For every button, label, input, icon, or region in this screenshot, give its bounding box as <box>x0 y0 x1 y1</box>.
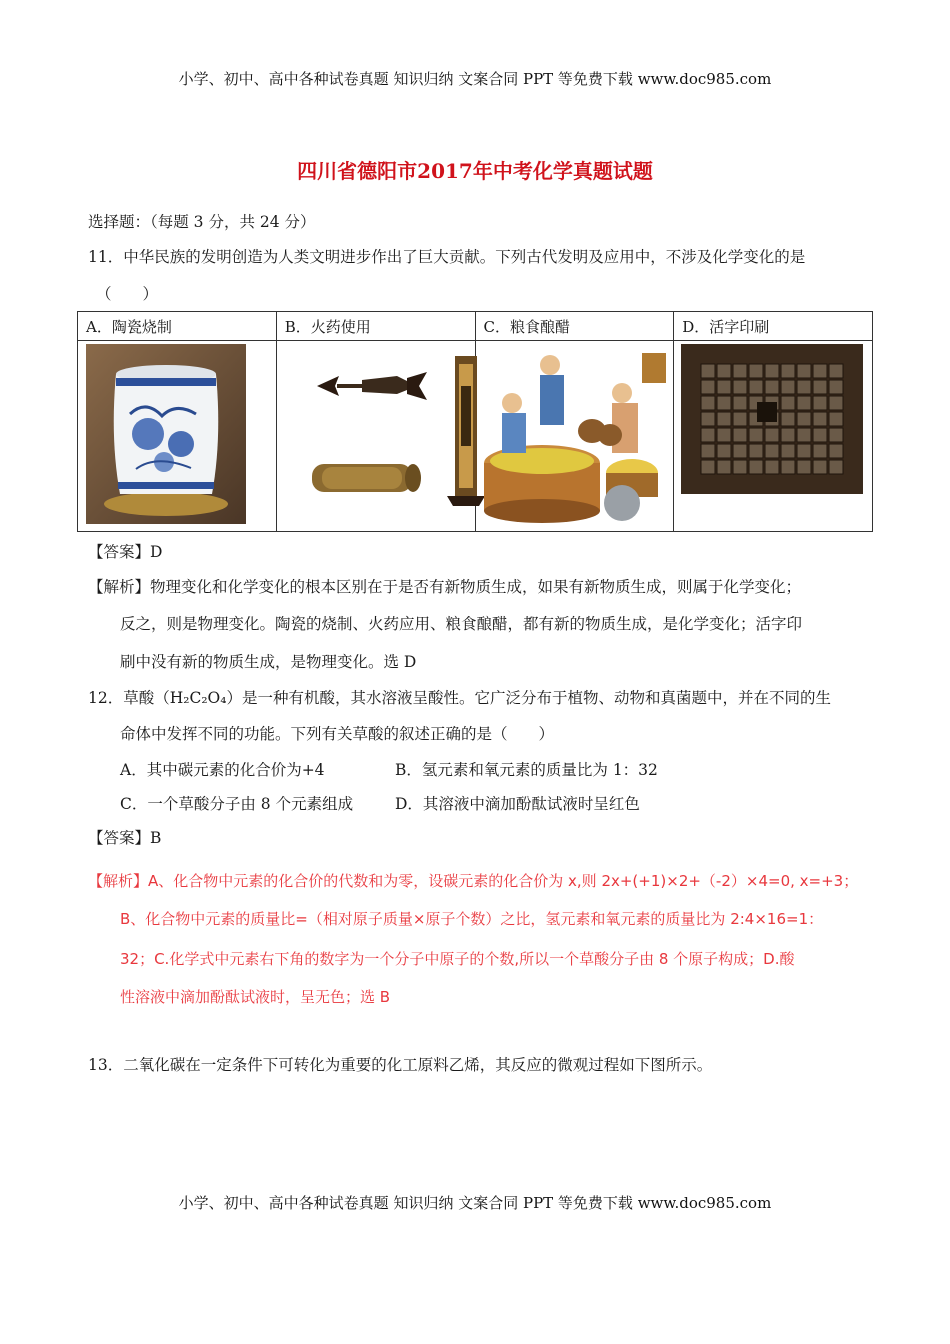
option-a-cell <box>78 341 277 532</box>
option-d-label: D．活字印刷 <box>674 312 873 341</box>
gunpowder-weapon-image <box>287 346 487 526</box>
q11-answer: 【答案】D <box>88 543 163 561</box>
q11-analysis-line-3: 刷中没有新的物质生成，是物理变化。选 D <box>120 653 417 671</box>
q11-blank: （ ） <box>96 285 159 303</box>
q12-option-d: D．其溶液中滴加酚酞试液时呈红色 <box>395 795 640 813</box>
option-c-label: C．粮食酿醋 <box>475 312 674 341</box>
q11-options-table <box>77 311 873 532</box>
q12-analysis-line-3: 32；C.化学式中元素右下角的数字为一个分子中原子的个数,所以一个草酸分子由 8 个原子构成；D.酸 <box>120 950 795 968</box>
option-a-label: A．陶瓷烧制 <box>78 312 277 341</box>
q11-analysis-line-2: 反之，则是物理变化。陶瓷的烧制、火药应用、粮食酿醋，都有新的物质生成，是化学变化；活字印 <box>120 615 803 633</box>
q12-stem-line-1: 12．草酸（H₂C₂O₄）是一种有机酸，其水溶液呈酸性。它广泛分布于植物、动物和真菌题中，并在不同的生 <box>88 689 831 707</box>
q13-stem: 13．二氧化碳在一定条件下可转化为重要的化工原料乙烯，其反应的微观过程如下图所示。 <box>88 1056 713 1074</box>
option-b-cell <box>276 341 475 532</box>
q12-option-a: A．其中碳元素的化合价为+4 <box>120 761 325 779</box>
q12-analysis-line-2: B、化合物中元素的质量比=（相对原子质量×原子个数）之比，氢元素和氧元素的质量比为 2:4×16=1： <box>120 910 824 928</box>
page-header: 小学、初中、高中各种试卷真题 知识归纳 文案合同 PPT 等免费下载 www.doc985.com <box>178 70 772 88</box>
q11-stem: 11．中华民族的发明创造为人类文明进步作出了巨大贡献。下列古代发明及应用中，不涉及化学变化的是 <box>88 248 806 266</box>
q12-analysis-line-1: 【解析】A、化合物中元素的化合价的代数和为零，设碳元素的化合价为 x,则 2x+(+1)×2+（-2）×4=0, x=+3； <box>88 872 859 890</box>
porcelain-vase-image <box>86 344 246 524</box>
page-footer: 小学、初中、高中各种试卷真题 知识归纳 文案合同 PPT 等免费下载 www.doc985.com <box>178 1194 772 1212</box>
vinegar-brewing-image <box>482 343 672 528</box>
q12-stem-line-2: 命体中发挥不同的功能。下列有关草酸的叙述正确的是（ ） <box>120 725 555 743</box>
section-heading: 选择题：（每题 3 分，共 24 分） <box>88 213 316 231</box>
option-c-cell <box>475 341 674 532</box>
movable-type-image <box>681 344 863 494</box>
option-b-label: B．火药使用 <box>276 312 475 341</box>
q12-answer: 【答案】B <box>88 829 162 847</box>
page-title: 四川省德阳市2017年中考化学真题试题 <box>297 159 653 183</box>
q12-option-b: B．氢元素和氧元素的质量比为 1：32 <box>395 761 658 779</box>
q12-option-c: C．一个草酸分子由 8 个元素组成 <box>120 795 354 813</box>
q12-analysis-line-4: 性溶液中滴加酚酞试液时，呈无色；选 B <box>120 988 391 1006</box>
option-d-cell <box>674 341 873 532</box>
q11-analysis-line-1: 【解析】物理变化和化学变化的根本区别在于是否有新物质生成，如果有新物质生成，则属于化学变化； <box>88 578 802 596</box>
